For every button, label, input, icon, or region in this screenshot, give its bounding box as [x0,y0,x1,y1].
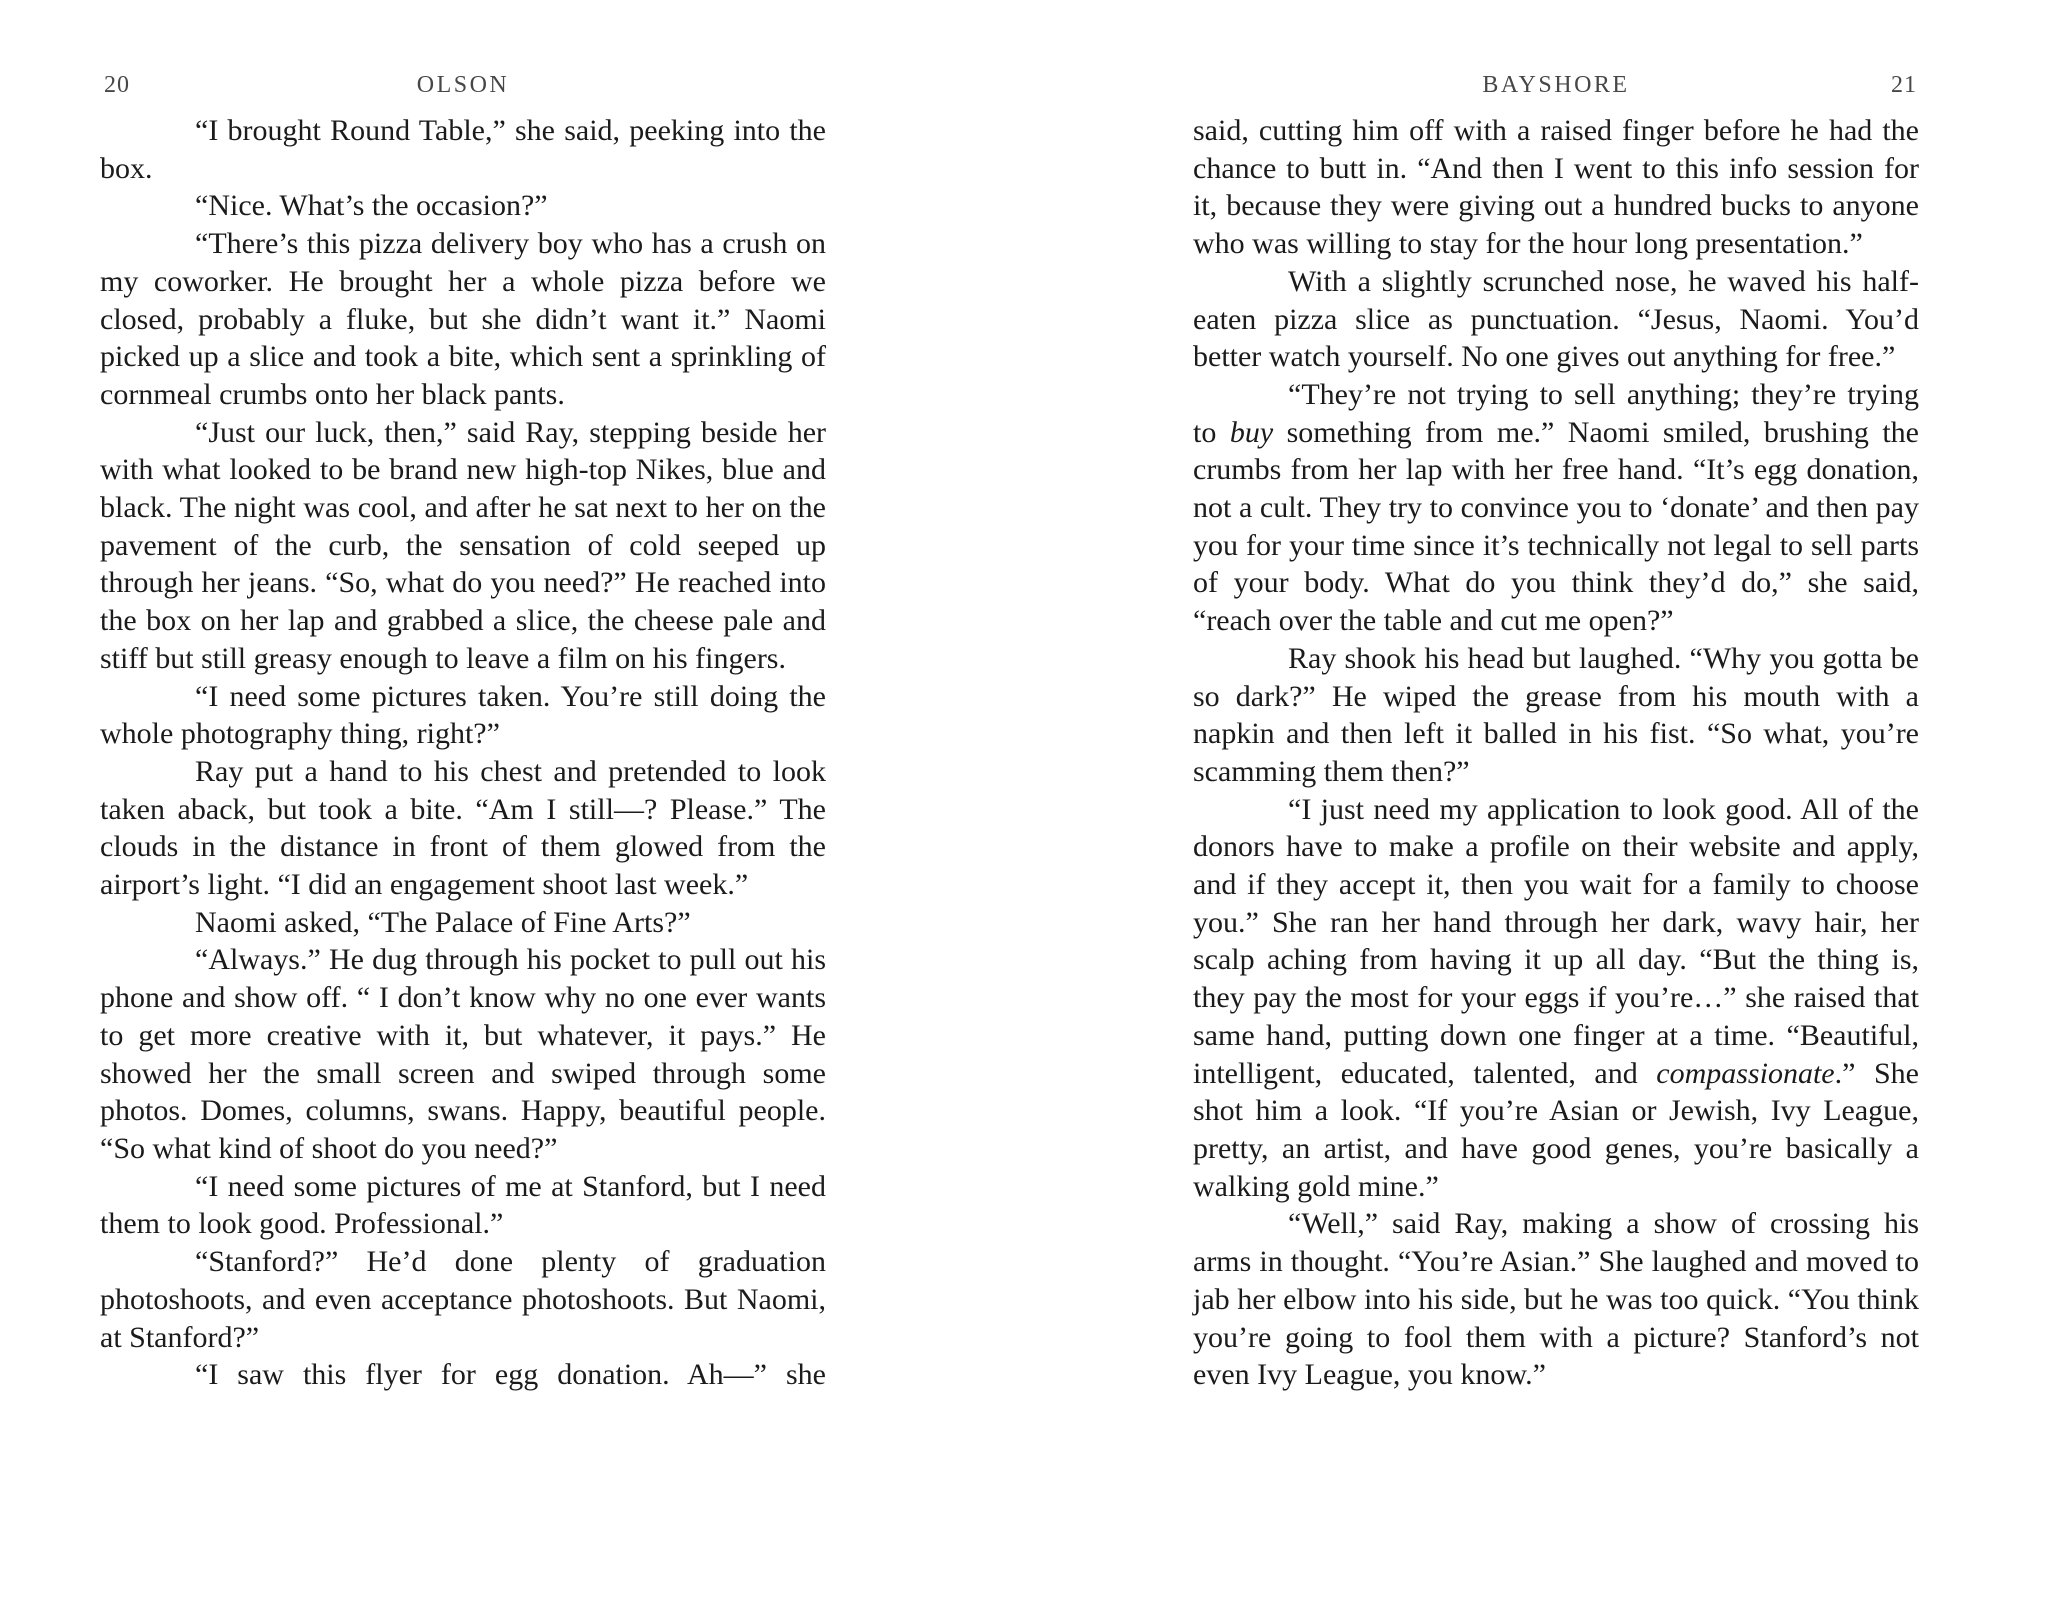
paragraph [1193,112,1919,263]
text-run: .” She shot him a look. “If you’re Asian or Jewish, Ivy League, pretty, an artist, and have good genes, you’re basically a walking gold mine.” [1193,1056,1919,1203]
paragraph [100,1168,826,1243]
text-run: something from me.” Naomi smiled, brushing the crumbs from her lap with her free hand. “It’s egg donation, not a cult. They try to convince you to ‘donate’ and then pay you for your time since it’s technically not legal to sell parts of your body. What do you think they’d do,” she said, “reach over the table and cut me open?” [1193,415,1919,638]
paragraph [100,225,826,414]
text-run: Ray shook his head but laughed. “Why you gotta be so dark?” He wiped the grease from his mouth with a napkin and then left it balled in his fist. “So what, you’re scamming them then?” [1193,641,1919,788]
paragraph [100,187,826,225]
paragraph [100,753,826,904]
paragraph [100,1356,826,1394]
page-header-right [1193,72,1919,102]
text-run: said, cutting him off with a raised finger before he had the chance to butt in. “And then I went to this info session for it, because they were giving out a hundred bucks to anyone who was willing to stay for the hour long presentation.” [1193,114,1919,261]
paragraph [1193,1205,1919,1394]
paragraph [1193,640,1919,791]
paragraph [100,1243,826,1356]
text-run: “I saw this flyer for egg donation. Ah—” she [195,1358,826,1392]
italic-run: buy [1229,415,1274,449]
page-header-left [100,72,826,102]
italic-run: compassionate [1656,1056,1835,1090]
page-number-left: 20 [104,72,130,98]
paragraph [100,414,826,678]
text-run: “They’re not trying to sell anything; they’re trying to [1193,377,1919,449]
text-run: “I just need my application to look good. All of the donors have to make a profile on their website and apply, and if they accept it, then you wait for a family to choose you.” She ran her hand through her dark, wavy hair, her scalp aching from having it up all day. “But the thing is, they pay the most for your eggs if you’re…” she raised that same hand, putting down one finger at a time. “Beautiful, intelligent, educated, talented, and [1193,792,1919,1090]
text-run: With a slightly scrunched nose, he waved his half-eaten pizza slice as punctuation. “Jesus, Naomi. You’d better watch yourself. No one gives out anything for free.” [1193,264,1919,374]
text-run: “Always.” He dug through his pocket to pull out his phone and show off. “ I don’t know why no one ever wants to get more creative with it, but whatever, it pays.” He showed her the small screen and swiped through some photos. Domes, columns, swans. Happy, beautiful people. “So what kind of shoot do you need?” [100,943,826,1165]
text-run: “Stanford?” He’d done plenty of graduation photoshoots, and even acceptance photoshoots. But Naomi, at Stanford?” [100,1245,826,1354]
page-body-left [100,112,826,1394]
running-header-right: BAYSHORE [1482,72,1630,98]
running-header-left: OLSON [416,72,510,98]
text-run: “I need some pictures taken. You’re still doing the whole photography thing, right?” [100,679,826,751]
paragraph [100,678,826,753]
page-body-right [1193,112,1919,1394]
text-run: “Nice. What’s the occasion?” [195,189,548,223]
text-run: “There’s this pizza delivery boy who has a crush on my coworker. He brought her a whole pizza before we closed, probably a fluke, but she didn’t want it.” Naomi picked up a slice and took a bite, which sent a sprinkling of cornmeal crumbs onto her black pants. [100,227,826,411]
text-run: “Well,” said Ray, making a show of crossing his arms in thought. “You’re Asian.” She laughed and moved to jab her elbow into his side, but he was too quick. “You think you’re going to fool them with a picture? Stanford’s not even Ivy League, you know.” [1193,1207,1919,1392]
page-number-right: 21 [1891,72,1917,98]
text-run: Ray put a hand to his chest and pretended to look taken aback, but took a bite. “Am I still—? Please.” The clouds in the distance in front of them glowed from the airport’s light. “I did an engagement shoot last week.” [100,754,826,902]
paragraph [100,904,826,942]
text-run: “I brought Round Table,” she said, peeking into the box. [100,114,826,185]
text-run: “Just our luck, then,” said Ray, stepping beside her with what looked to be brand new high-top Nikes, blue and black. The night was cool, and after he sat next to her on the pavement of the curb, the sensation of cold seeped up through her jeans. “So, what do you need?” He reached into the box on her lap and grabbed a slice, the cheese pale and stiff but still greasy enough to leave a film on his fingers. [100,415,826,675]
paragraph [100,112,826,187]
text-run: “I need some pictures of me at Stanford, but I need them to look good. Professional.” [100,1169,826,1241]
paragraph [100,941,826,1167]
paragraph [1193,376,1919,640]
paragraph [1193,791,1919,1206]
text-run: Naomi asked, “The Palace of Fine Arts?” [195,905,691,939]
paragraph [1193,263,1919,376]
